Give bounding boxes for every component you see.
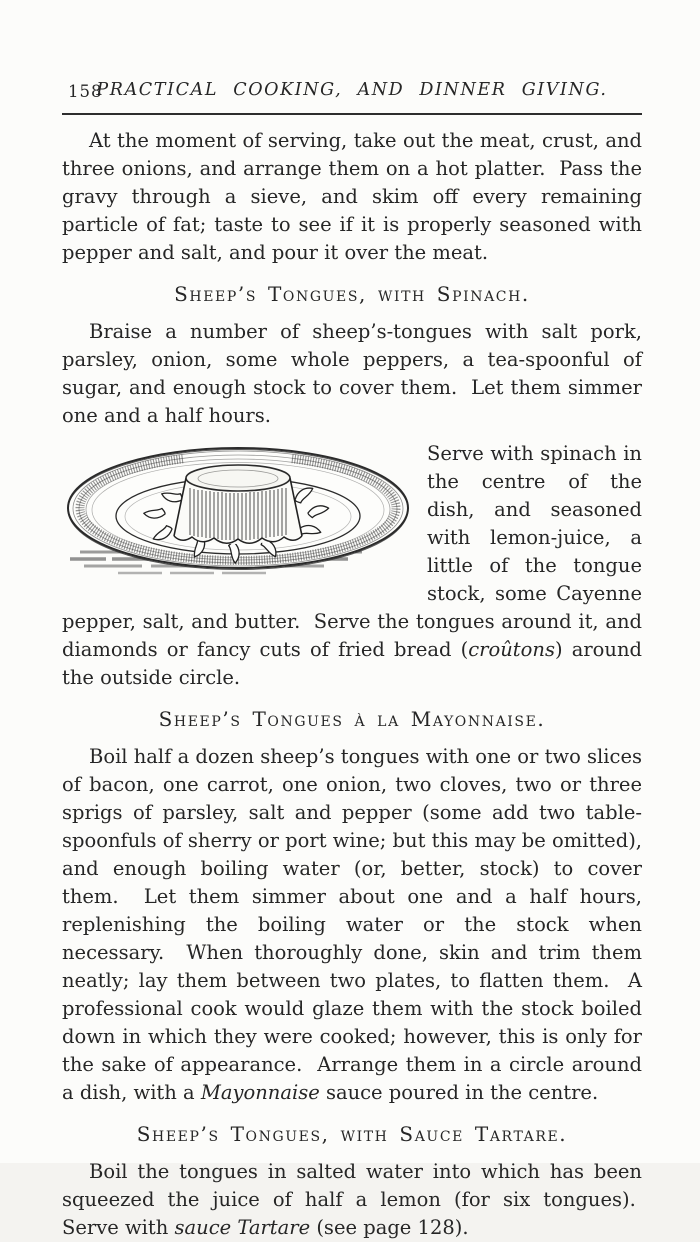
section-heading-spinach: Sheep’s Tongues, with Spinach. xyxy=(174,282,530,306)
spinach-paragraph-continued: Serve with spinach in the centre of the dish, and seasoned with lemon-juice, a little of the tongue stock, some Cayenne pepper, salt, and butter. Serve the tongues around it, and diamonds or fancy cuts of fried bread (croûtons) around the outside circle. xyxy=(62,442,643,689)
section-heading-tartare: Sheep’s Tongues, with Sauce Tartare. xyxy=(136,1122,568,1146)
platter-engraving-drawing xyxy=(62,436,414,586)
platter-engraving-figure xyxy=(62,436,414,586)
spinach-paragraph-lead: Braise a number of sheep’s-tongues with salt pork, parsley, onion, some whole peppers, a tea-spoonful of sugar, and enough stock to cover them. Let them simmer one and a half hours. xyxy=(62,320,642,427)
intro-paragraph: At the moment of serving, take out the meat, crust, and three onions, and arrange them on a hot platter. Pass the gravy through a sieve, and skim off every remaining particle of fat; taste to see if it is properly seasoned with pepper and salt, and pour it over the meat. xyxy=(62,129,642,264)
section-heading-mayonnaise: Sheep’s Tongues à la Mayonnaise. xyxy=(158,707,546,731)
page-number: 158 xyxy=(68,82,103,101)
header-rule xyxy=(62,113,642,115)
tartare-paragraph: Boil the tongues in salted water into which has been squeezed the juice of half a lemon (for six tongues). Serve with sauce Tartare (see page 128). xyxy=(62,1160,642,1239)
page-header xyxy=(62,80,642,104)
running-title: PRACTICAL COOKING, AND DINNER GIVING. xyxy=(96,80,608,100)
mayonnaise-paragraph: Boil half a dozen sheep’s tongues with one or two slices of bacon, one carrot, one onion, two cloves, two or three sprigs of parsley, salt and pepper (some add two table-spoonfuls of sherry or port wine; but this may be omitted), and enough boiling water (or, better, stock) to cover them. Let them simmer about one and a half hours, replenishing the boiling water or the stock when necessary. When thoroughly done, skin and trim them neatly; lay them between two plates, to flatten them. A professional cook would glaze them with the stock boiled down in which they were cooked; however, this is only for the sake of appearance. Arrange them in a circle around a dish, with a Mayonnaise sauce poured in the centre. xyxy=(62,745,642,1104)
